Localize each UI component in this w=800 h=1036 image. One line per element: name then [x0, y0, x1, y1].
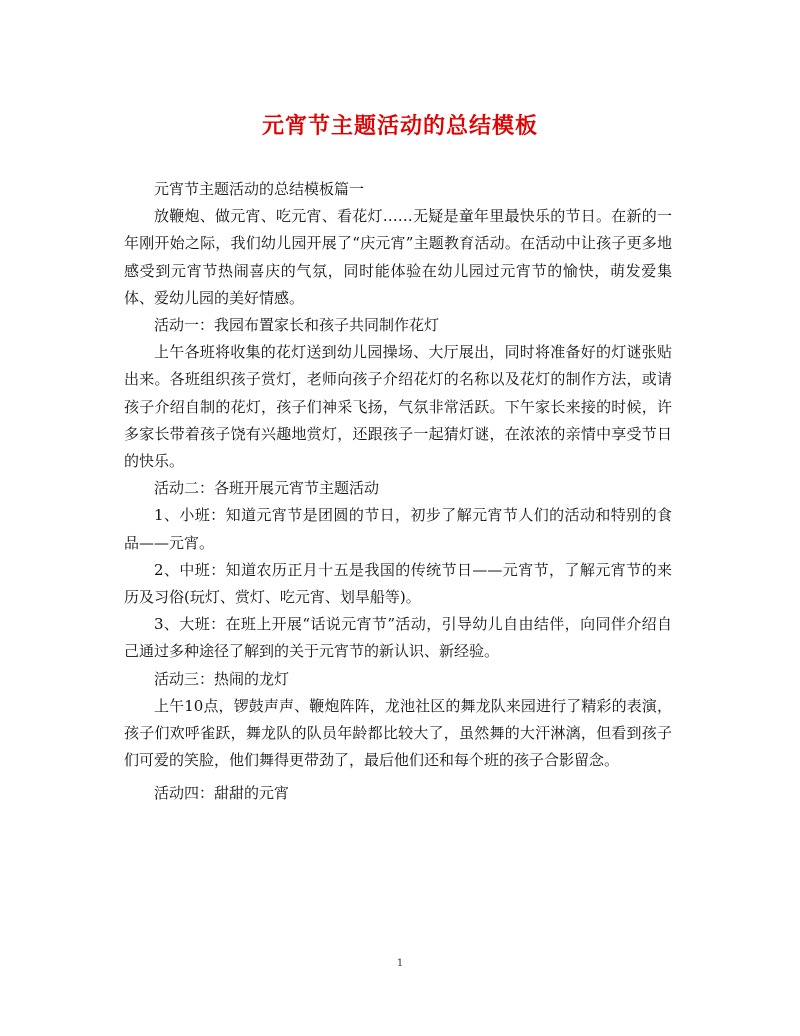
activity-heading: 活动二：各班开展元宵节主题活动 [154, 479, 380, 498]
section-heading: 元宵节主题活动的总结模板篇一 [154, 180, 365, 198]
document-title: 元宵节主题活动的总结模板 [261, 113, 538, 139]
list-item: 1、小班：知道元宵节是团圆的节日，初步了解元宵节人们的活动和特别的食品——元宵。 [124, 506, 672, 552]
body-paragraph: 上午各班将收集的花灯送到幼儿园操场、大厅展出，同时将准备好的灯谜张贴出来。各班组织孩子赏灯，老师向孩子介绍花灯的名称以及花灯的制作方法，或请孩子介绍自制的花灯，孩子们神采飞扬，气氛非常活跃。下午家长来接的时候，许多家长带着孩子饶有兴趣地赏灯，还跟孩子一起猜灯谜，在浓浓的亲情中享受节日的快乐。 [124, 343, 672, 471]
activity-heading: 活动三：热闹的龙灯 [154, 669, 290, 688]
activity-heading: 活动四：甜甜的元宵 [154, 784, 290, 803]
activity-heading: 活动一：我园布置家长和孩子共同制作花灯 [154, 316, 440, 335]
list-item: 3、大班：在班上开展“话说元宵节”活动，引导幼儿自由结伴，向同伴介绍自己通过多种途径了解到的关于元宵节的新认识、新经验。 [124, 615, 672, 661]
document-body [124, 176, 672, 808]
list-item: 2、中班：知道农历正月十五是我国的传统节日——元宵节，了解元宵节的来历及习俗(玩灯、赏灯、吃元宵、划旱船等)。 [124, 560, 672, 607]
body-paragraph: 放鞭炮、做元宵、吃元宵、看花灯……无疑是童年里最快乐的节日。在新的一年刚开始之际，我们幼儿园开展了“庆元宵”主题教育活动。在活动中让孩子更多地感受到元宵节热闹喜庆的气氛，同时能体验在幼儿园过元宵节的愉快，萌发爱集体、爱幼儿园的美好情感。 [124, 207, 672, 307]
body-paragraph: 上午10点，锣鼓声声、鞭炮阵阵，龙池社区的舞龙队来园进行了精彩的表演，孩子们欢呼雀跃，舞龙队的队员年龄都比较大了，虽然舞的大汗淋漓，但看到孩子们可爱的笑脸，他们舞得更带劲了，最后他们还和每个班的孩子合影留念。 [124, 696, 672, 770]
page-number: 1 [396, 958, 404, 969]
